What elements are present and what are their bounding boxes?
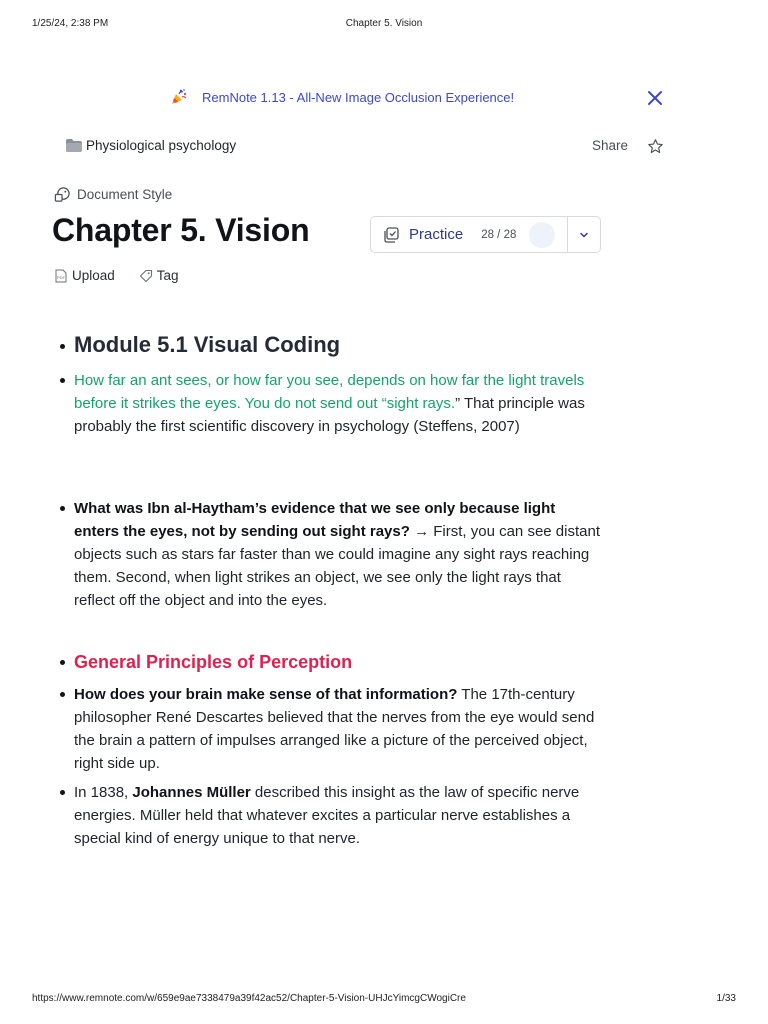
- list-item[interactable]: [60, 683, 600, 775]
- highlighted-text: How far an ant sees, or how far you see, depends on how far the light travels before it strikes the eyes. You do not send out “sight rays.: [74, 372, 585, 412]
- folder-icon: [66, 139, 82, 152]
- list-item[interactable]: [60, 781, 600, 850]
- practice-widget: [370, 216, 601, 253]
- bullet-dot: [60, 506, 65, 511]
- document-style-label: Document Style: [77, 187, 173, 202]
- close-icon[interactable]: [646, 89, 664, 107]
- answer-text: The 17th-century philosopher René Descartes believed that the nerves from the eye would send the brain a pattern of impulses arranged like a picture of the perceived object, right side up.: [74, 686, 595, 772]
- upload-button[interactable]: [54, 268, 115, 283]
- module-heading[interactable]: Module 5.1 Visual Coding: [74, 332, 341, 357]
- print-title: Chapter 5. Vision: [345, 18, 423, 29]
- answer-text: → First, you can see distant objects such as stars far faster than we could imagine any sight rays reaching them. Second, when light strikes an object, we see only the light rays that reflect off the object and into the eyes.: [74, 523, 600, 609]
- document-style-button[interactable]: [54, 186, 172, 203]
- announcement-text[interactable]: RemNote 1.13 - All-New Image Occlusion Experience!: [202, 89, 515, 105]
- practice-label: Practice: [409, 226, 464, 243]
- list-item[interactable]: [60, 649, 600, 675]
- list-item[interactable]: [60, 369, 600, 438]
- print-page-number: 1/33: [716, 993, 736, 1004]
- document-style-icon: [54, 186, 71, 203]
- flashcards-icon: [382, 226, 400, 244]
- section-heading[interactable]: General Principles of Perception: [74, 652, 353, 672]
- rem-text[interactable]: [74, 683, 600, 775]
- document-actions: [54, 268, 179, 283]
- svg-text:PDF: PDF: [57, 274, 65, 280]
- bullet-dot: [60, 344, 65, 349]
- practice-progress-ring: [529, 222, 555, 248]
- party-popper-icon: [170, 88, 188, 106]
- list-item[interactable]: [60, 331, 600, 359]
- list-item[interactable]: [60, 497, 600, 612]
- plain-text: described this insight as the law of specific nerve energies. Müller held that whatever excites a particular nerve establishes a special kind of energy unique to that nerve.: [74, 784, 580, 847]
- print-url: https://www.remnote.com/w/659e9ae7338479a39f42ac52/Chapter-5-Vision-UHJcYimcgCWogiCre: [32, 993, 466, 1004]
- rem-text[interactable]: [74, 781, 600, 850]
- practice-button[interactable]: [371, 217, 568, 252]
- page-title[interactable]: Chapter 5. Vision: [52, 212, 310, 248]
- print-datetime: 1/25/24, 2:38 PM: [32, 18, 109, 29]
- chevron-down-icon: [578, 229, 590, 241]
- plain-text: ” That principle was probably the first scientific discovery in psychology (Steffens, 2007): [74, 395, 585, 435]
- plain-text: In 1838,: [74, 784, 133, 801]
- practice-dropdown-button[interactable]: [568, 217, 600, 252]
- bullet-dot: [60, 790, 65, 795]
- question-text: How does your brain make sense of that information?: [74, 686, 458, 703]
- announcement-banner[interactable]: [170, 88, 514, 106]
- share-button[interactable]: Share: [592, 138, 629, 153]
- question-text: What was Ibn al-Haytham’s evidence that we see only because light enters the eyes, not by sending out sight rays?: [74, 500, 556, 540]
- tag-icon: [139, 269, 153, 283]
- tag-label: Tag: [156, 268, 179, 283]
- bullet-dot: [60, 692, 65, 697]
- tag-button[interactable]: [139, 268, 179, 283]
- rem-text[interactable]: [74, 369, 600, 438]
- breadcrumb[interactable]: [66, 138, 236, 153]
- name-text: Johannes Müller: [132, 784, 251, 801]
- bullet-dot: [60, 660, 65, 665]
- bullet-dot: [60, 378, 65, 383]
- star-icon[interactable]: [647, 138, 664, 155]
- breadcrumb-folder[interactable]: Physiological psychology: [86, 138, 237, 153]
- pdf-icon: [54, 269, 68, 283]
- upload-label: Upload: [72, 268, 115, 283]
- practice-count: 28 / 28: [481, 228, 517, 241]
- rem-text[interactable]: [74, 497, 600, 612]
